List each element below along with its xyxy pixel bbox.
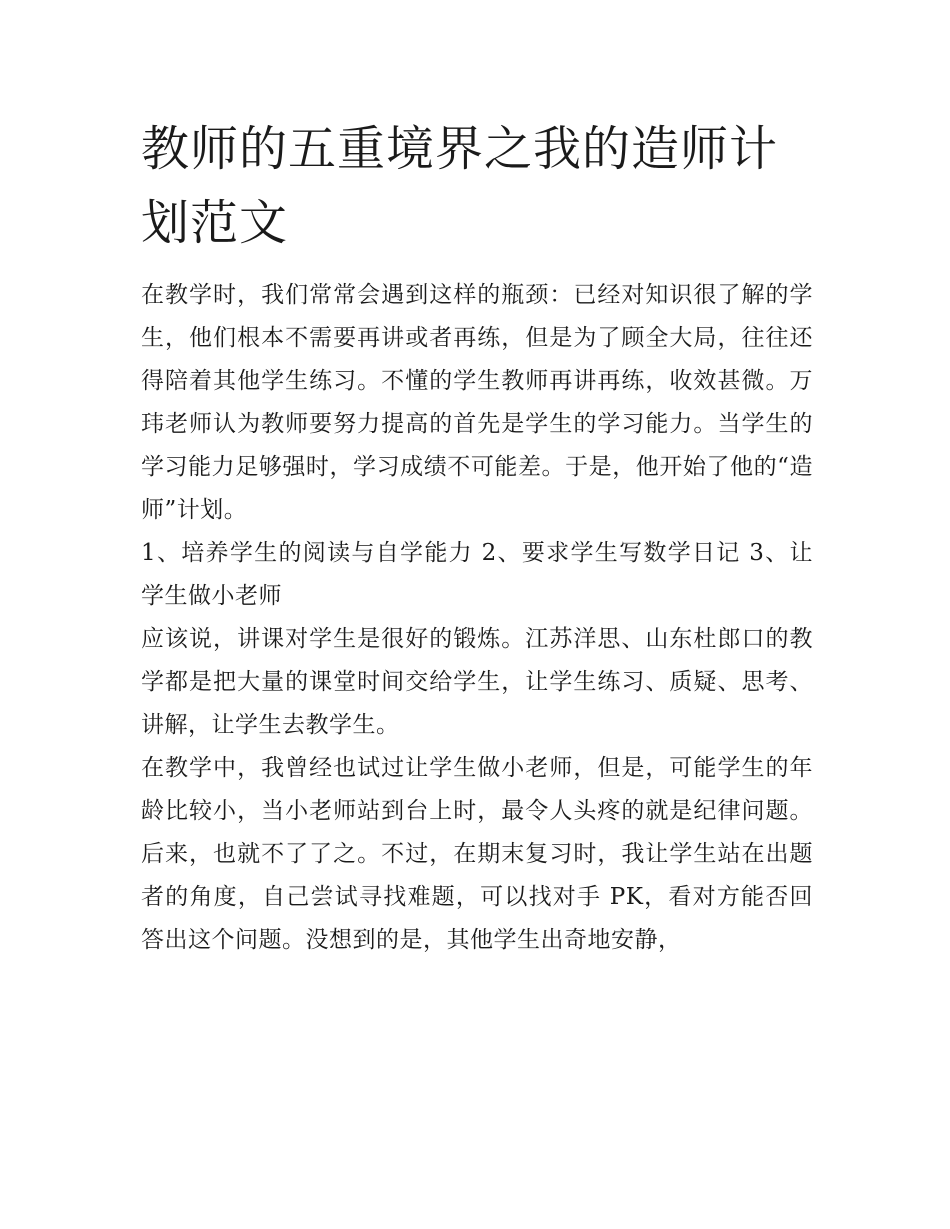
- document-body: [141, 112, 813, 962]
- paragraph-teaching-practice: 应该说，讲课对学生是很好的锻炼。江苏洋思、山东杜郎口的教学都是把大量的课堂时间交给学生，让学生练习、质疑、思考、讲解，让学生去教学生。: [141, 626, 813, 738]
- paragraph-personal-experience: 在教学中，我曾经也试过让学生做小老师，但是，可能学生的年龄比较小，当小老师站到台上时，最令人头疼的就是纪律问题。后来，也就不了了之。不过，在期末复习时，我让学生站在出题者的角度，自己尝试寻找难题，可以找对手 PK，看对方能否回答出这个问题。没想到的是，其他学生出奇地安静，: [141, 755, 813, 953]
- document-title: 教师的五重境界之我的造师计划范文: [141, 121, 779, 251]
- paragraph-intro: 在教学时，我们常常会遇到这样的瓶颈：已经对知识很了解的学生，他们根本不需要再讲或者再练，但是为了顾全大局，往往还得陪着其他学生练习。不懂的学生教师再讲再练，收效甚微。万玮老师认为教师要努力提高的首先是学生的学习能力。当学生的学习能力足够强时，学习成绩不可能差。于是，他开始了他的“造师”计划。: [141, 282, 813, 523]
- paragraph-methods-list: 1、培养学生的阅读与自学能力 2、要求学生写数学日记 3、让学生做小老师: [141, 540, 813, 609]
